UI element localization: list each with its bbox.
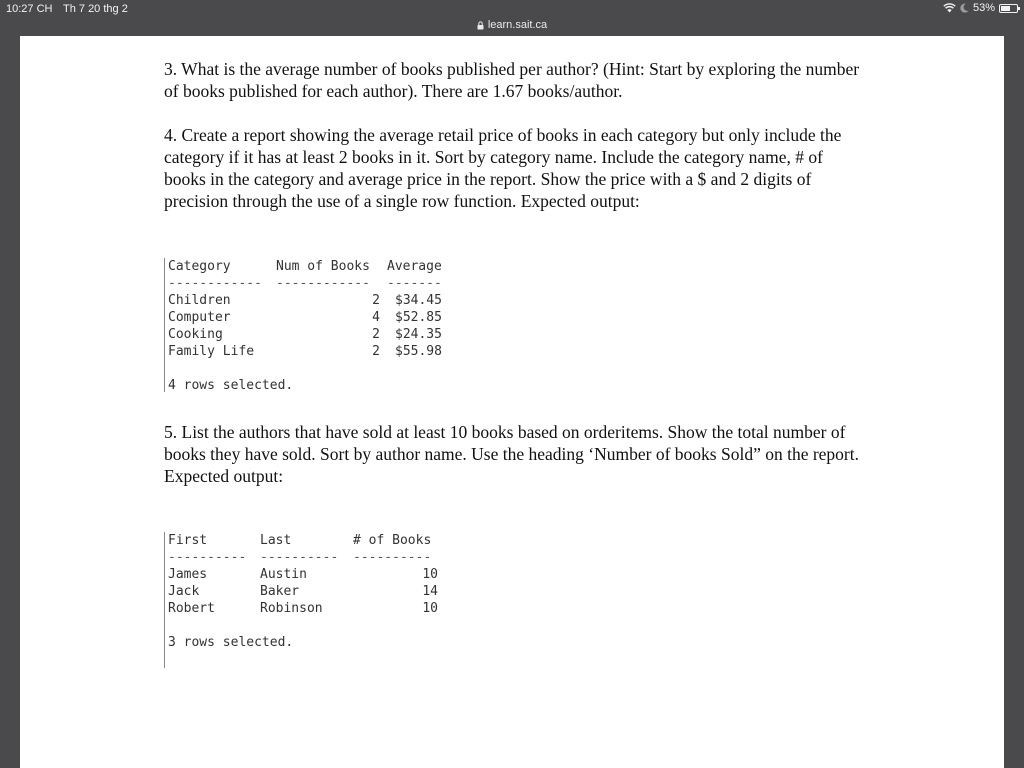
table-row — [168, 583, 468, 600]
divider-category: ------------ — [168, 276, 262, 291]
divider-last: ---------- — [260, 550, 339, 565]
status-right — [943, 2, 1018, 14]
cell-average: $52.85 — [395, 310, 442, 325]
table-divider — [168, 549, 468, 566]
cell-num-books: 4 — [372, 310, 380, 325]
table-row — [168, 343, 468, 360]
divider-average: ------- — [387, 276, 442, 291]
table-header — [168, 258, 468, 275]
divider-num-books: ------------ — [276, 276, 370, 291]
question-4: 4. Create a report showing the average retail price of books in each category but only include the category if it has at least 2 books in it. Sort by category name. Include the category name, # of books in the category and average price in the report. Show the price with a $ and 2 digits of precision through the use of a single row function. Expected output: — [164, 125, 842, 211]
blank-row — [168, 617, 468, 634]
cell-num-books: 2 — [372, 293, 380, 308]
cell-first: James — [168, 567, 208, 582]
cell-last: Austin — [260, 567, 307, 582]
cell-category: Family Life — [168, 344, 255, 359]
header-category: Category — [168, 259, 231, 274]
wifi-icon — [943, 3, 956, 13]
cell-average: $55.98 — [395, 344, 442, 359]
blank-row — [168, 360, 468, 377]
table-row — [168, 326, 468, 343]
table-header — [168, 532, 468, 549]
cell-books: 14 — [422, 584, 438, 599]
cell-average: $24.35 — [395, 327, 442, 342]
table-divider — [168, 275, 468, 292]
cell-first: Jack — [168, 584, 200, 599]
cell-category: Cooking — [168, 327, 223, 342]
document-page — [20, 36, 1004, 768]
header-first: First — [168, 533, 208, 548]
header-num-books: Num of Books — [276, 259, 370, 274]
table-row — [168, 600, 468, 617]
cell-books: 10 — [422, 601, 438, 616]
table-row — [168, 566, 468, 583]
question-5: 5. List the authors that have sold at least 10 books based on orderitems. Show the total number of books they have sold. Sort by author name. Use the heading ‘Number of books Sold” on the report. Expected output: — [164, 422, 860, 486]
cell-last: Baker — [260, 584, 300, 599]
expected-output-authors — [164, 532, 468, 668]
rows-selected-footer — [168, 377, 468, 394]
header-books: # of Books — [353, 533, 432, 548]
cell-last: Robinson — [260, 601, 323, 616]
status-time: 10:27 CH — [6, 3, 53, 15]
lock-icon — [477, 21, 484, 30]
battery-icon — [999, 4, 1018, 13]
cell-average: $34.45 — [395, 293, 442, 308]
status-date: Th 7 20 thg 2 — [63, 3, 128, 15]
battery-percent: 53% — [972, 2, 995, 14]
moon-icon — [960, 3, 969, 13]
address-bar[interactable] — [0, 16, 1024, 34]
divider-books: ---------- — [353, 550, 432, 565]
cell-category: Computer — [168, 310, 231, 325]
footer-text: 3 rows selected. — [168, 635, 294, 650]
footer-text: 4 rows selected. — [168, 378, 294, 393]
cell-category: Children — [168, 293, 231, 308]
table-row — [168, 292, 468, 309]
url-text: learn.sait.ca — [487, 19, 548, 31]
header-last: Last — [260, 533, 292, 548]
cell-num-books: 2 — [372, 344, 380, 359]
expected-output-categories — [164, 258, 468, 392]
question-3: 3. What is the average number of books published per author? (Hint: Start by exploring the number of books published for each author). There are 1.67 books/author. — [164, 59, 860, 101]
cell-first: Robert — [168, 601, 215, 616]
divider-first: ---------- — [168, 550, 247, 565]
rows-selected-footer — [168, 634, 468, 651]
cell-num-books: 2 — [372, 327, 380, 342]
table-row — [168, 309, 468, 326]
header-average: Average — [387, 259, 442, 274]
cell-books: 10 — [422, 567, 438, 582]
